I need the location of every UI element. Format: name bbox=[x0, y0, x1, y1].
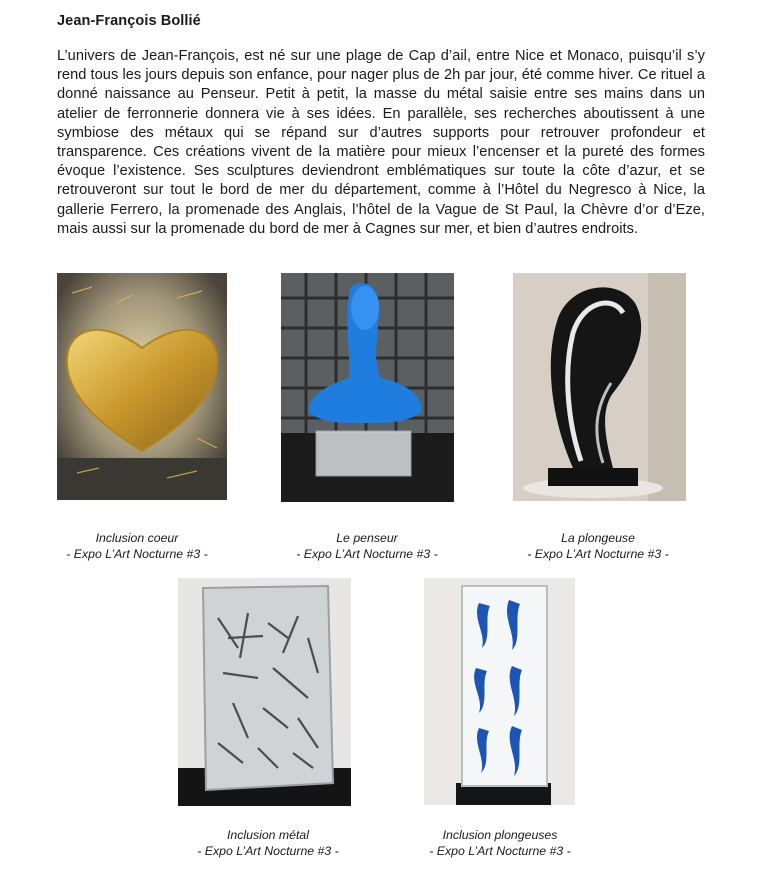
artwork-expo: - Expo L’Art Nocturne #3 - bbox=[66, 547, 208, 561]
artwork-title: La plongeuse bbox=[561, 531, 635, 545]
metal-inclusion-block-image bbox=[178, 578, 351, 806]
artwork-caption bbox=[188, 827, 348, 859]
artwork-expo: - Expo L’Art Nocturne #3 - bbox=[197, 844, 339, 858]
blue-divers-inclusion-image bbox=[424, 578, 575, 805]
artwork-caption bbox=[287, 530, 447, 562]
artwork-title: Inclusion plongeuses bbox=[442, 828, 558, 842]
artwork-title: Le penseur bbox=[336, 531, 398, 545]
chrome-diver-sculpture-image bbox=[513, 273, 686, 501]
artwork-title: Inclusion métal bbox=[226, 828, 310, 842]
golden-heart-resin-image bbox=[57, 273, 227, 500]
artwork-expo: - Expo L’Art Nocturne #3 - bbox=[527, 547, 669, 561]
artwork-caption bbox=[57, 530, 217, 562]
artwork-title: Inclusion coeur bbox=[95, 531, 179, 545]
article-title: Jean-François Bollié bbox=[57, 13, 201, 29]
artist-biography: L’univers de Jean-François, est né sur une plage de Cap d’ail, entre Nice et Monaco, puisqu’il s’y rend tous les jours depuis son enfance, pour nager plus de 2h par jour, été comme hiver. Ce rituel a donné naissance au Penseur. Petit à petit, la masse du métal saisie entre ses mains dans un atelier de ferronnerie donnera vie à ses idées. En parallèle, ses recherches aboutissent à une symbiose des métaux qui se répand sur d’autres supports pour retrouver profondeur et transparence. Ces créations vivent de la matière pour mieux l’encenser et la pureté des formes évoque l’existence. Ses sculptures deviendront emblématiques sur toute la côte d’azur, et se retrouveront sur tout le bord de mer du département, comme à l’Hôtel du Negresco à Nice, la gallerie Ferrero, la promenade des Anglais, l’hôtel de la Vague de St Paul, la Chèvre d’or d’Eze, mais aussi sur la promenade du bord de mer à Cagnes sur mer, et bien d’autres endroits. bbox=[57, 48, 705, 237]
artwork-caption bbox=[420, 827, 580, 859]
artwork-expo: - Expo L’Art Nocturne #3 - bbox=[296, 547, 438, 561]
blue-thinker-sculpture-image bbox=[281, 273, 454, 502]
artwork-caption bbox=[518, 530, 678, 562]
artwork-expo: - Expo L’Art Nocturne #3 - bbox=[429, 844, 571, 858]
